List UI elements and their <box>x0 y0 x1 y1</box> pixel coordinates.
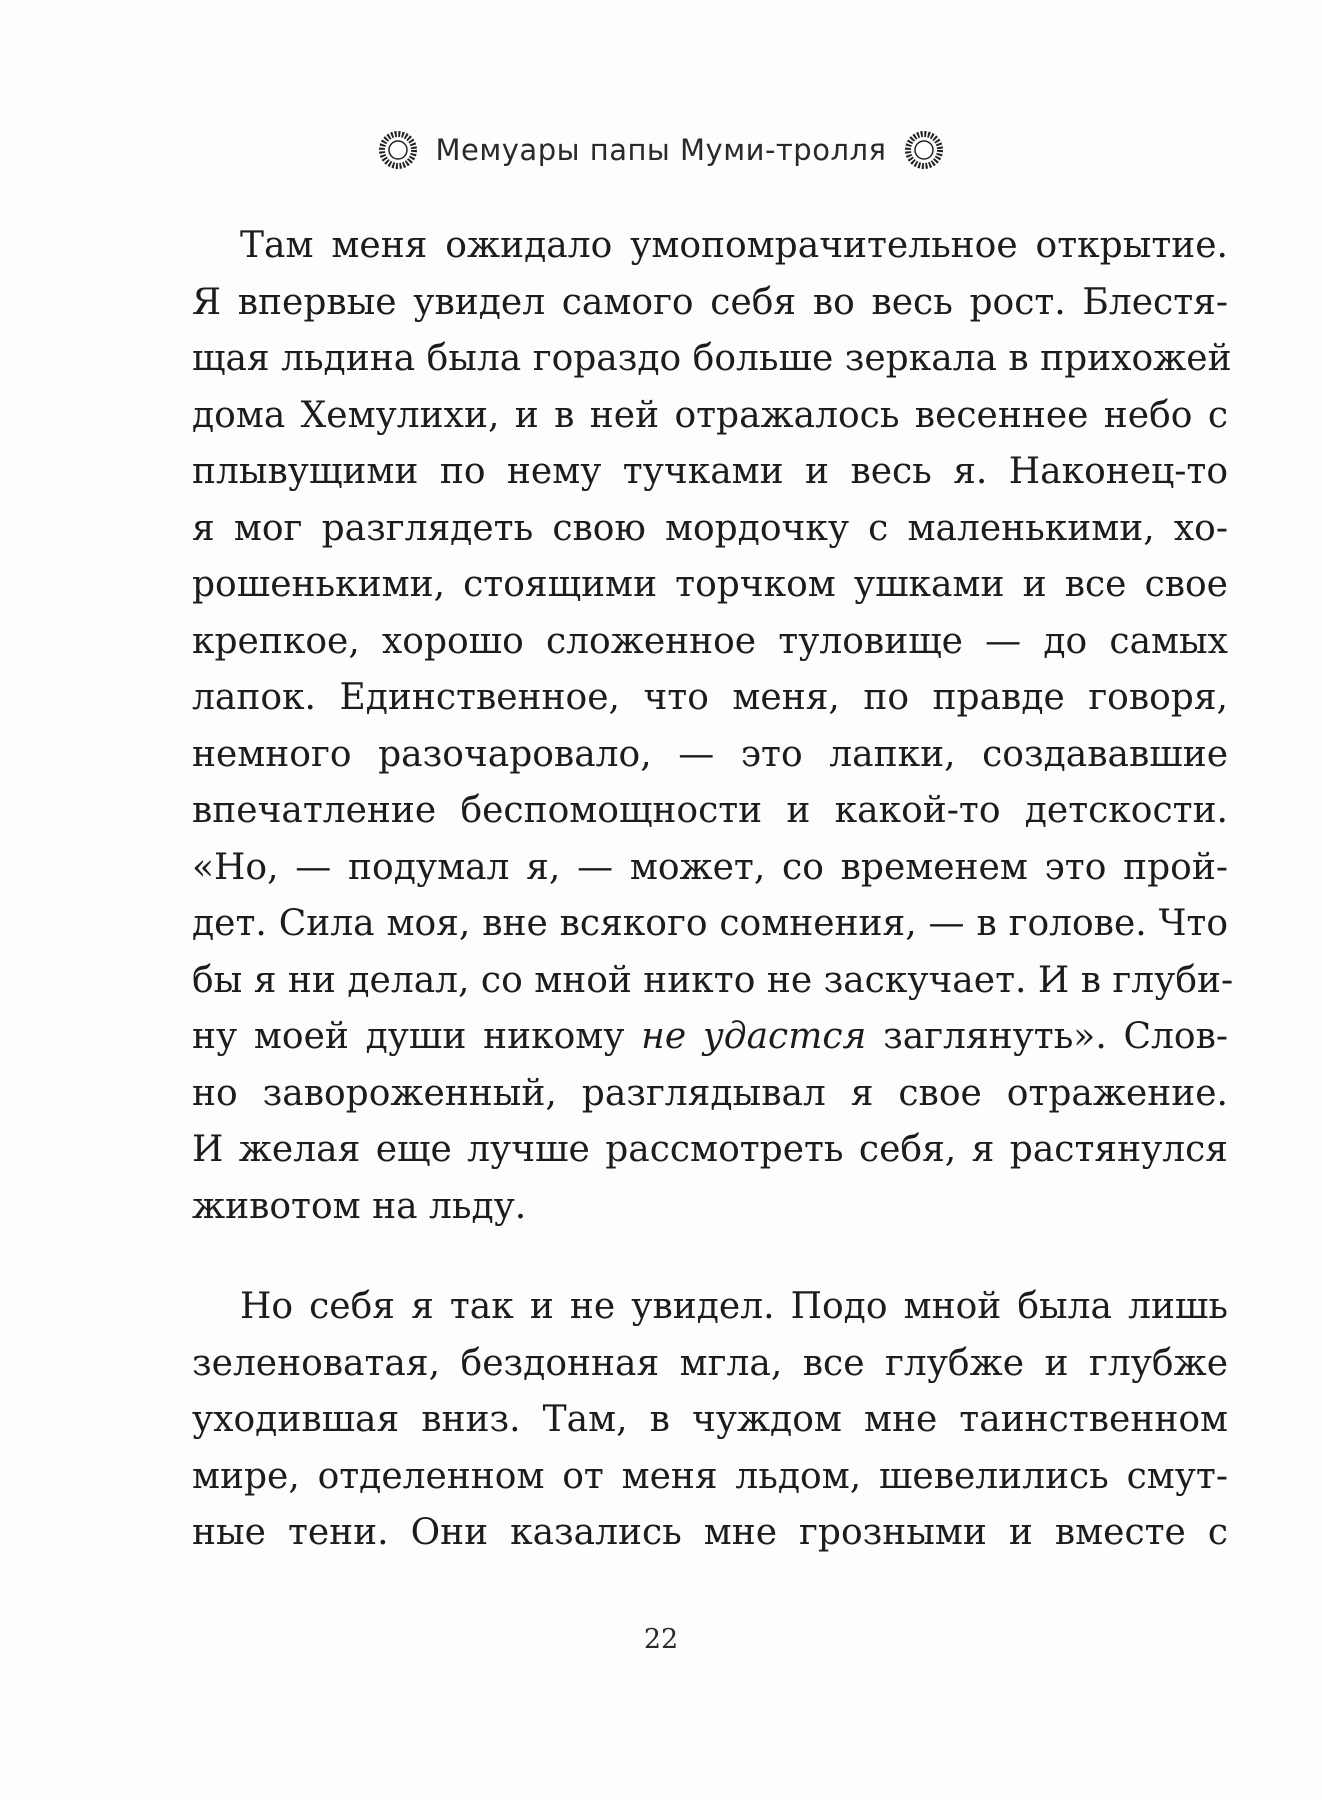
text-line: впечатление беспомощности и какой-то детскости. <box>192 790 1228 831</box>
paragraph-2 <box>192 1279 1228 1562</box>
text-line: дет. Сила моя, вне всякого сомнения, — в голове. Что <box>192 903 1228 944</box>
text-line: уходившая вниз. Там, в чуждом мне таинственном <box>192 1399 1228 1440</box>
paragraph-gap <box>192 1235 1228 1279</box>
text-line: И желая еще лучше рассмотреть себя, я растянулся <box>192 1129 1228 1170</box>
text-line: бы я ни делал, со мной никто не заскучает. И в глуби- <box>192 959 1234 1001</box>
text-line: я мог разглядеть свою мордочку с маленькими, хо- <box>192 507 1228 549</box>
sun-ornament-icon <box>378 130 418 170</box>
text-line: но завороженный, разглядывал я свое отражение. <box>192 1072 1228 1114</box>
running-head <box>0 128 1322 172</box>
sun-ornament-icon <box>904 130 944 170</box>
text-line: Но себя я так и не увидел. Подо мной была лишь <box>240 1286 1228 1327</box>
body-text <box>192 218 1234 1562</box>
text-line: «Но, — подумал я, — может, со временем это прой- <box>192 846 1228 888</box>
italic-run: не удастся <box>641 1016 867 1057</box>
paragraph-1 <box>192 218 1234 1235</box>
text-line: Я впервые увидел самого себя во весь рост. Блестя- <box>192 281 1228 323</box>
text-line: дома Хемулихи, и в ней отражалось весеннее небо с <box>192 394 1228 436</box>
text-line: крепкое, хорошо сложенное туловище — до самых <box>192 620 1228 662</box>
text-line: немного разочаровало, — это лапки, создававшие <box>192 733 1228 775</box>
text-run: ну моей души никому <box>192 1016 642 1057</box>
text-line: Там меня ожидало умопомрачительное открытие. <box>240 225 1228 266</box>
text-line: рошенькими, стоящими торчком ушками и все свое <box>192 564 1228 605</box>
text-line: плывущими по нему тучками и весь я. Наконец-то <box>192 451 1228 492</box>
text-run: заглянуть». Слов- <box>866 1016 1229 1057</box>
text-line: животом на льду. <box>192 1185 527 1227</box>
page-number: 22 <box>643 1624 679 1655</box>
text-line: лапок. Единственное, что меня, по правде говоря, <box>192 677 1228 718</box>
text-line <box>192 1009 1228 1066</box>
text-line: ные тени. Они казались мне грозными и вместе с <box>192 1512 1228 1553</box>
text-line: зеленоватая, бездонная мгла, все глубже и глубже <box>192 1342 1228 1384</box>
text-line: щая льдина была гораздо больше зеркала в прихожей <box>192 338 1232 379</box>
text-line: мире, отделенном от меня льдом, шевелились смут- <box>192 1455 1228 1497</box>
running-head-title: Мемуары папы Муми-тролля <box>435 133 887 167</box>
